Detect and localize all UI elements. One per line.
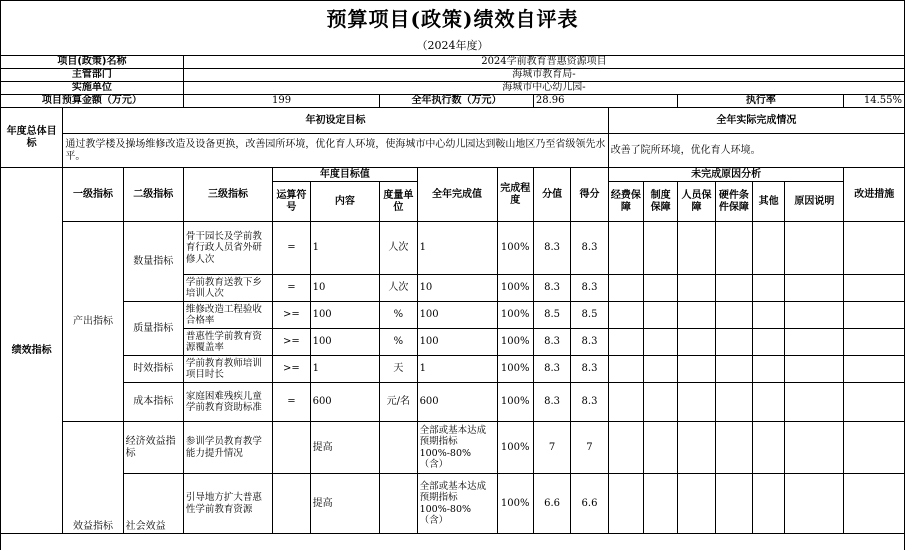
content-cell: 100 [310, 302, 380, 329]
got-cell: 8.3 [571, 222, 608, 275]
operator-cell: >= [273, 329, 310, 356]
content-cell: 1 [310, 222, 380, 275]
table-row [1, 422, 905, 474]
degree-cell: 100% [497, 383, 533, 422]
header-level1: 一级指标 [63, 168, 123, 222]
header-level2: 二级指标 [123, 168, 183, 222]
budget-label: 项目预算金额（万元） [1, 95, 184, 108]
actual-cell: 100 [417, 329, 497, 356]
header-unit: 度量单位 [380, 182, 417, 222]
table-row [1, 474, 905, 534]
header-degree: 完成程度 [497, 168, 533, 222]
score-cell: 8.3 [533, 383, 570, 422]
level3-cell: 骨干园长及学前教育行政人员省外研修人次 [183, 222, 272, 275]
degree-cell: 100% [497, 356, 533, 383]
project-name-label: 项目(政策)名称 [1, 56, 184, 69]
header-analysis-group: 未完成原因分析 [608, 168, 844, 182]
actual-cell: 全部或基本达成预期指标100%-80%（含） [417, 422, 497, 474]
score-cell: 8.3 [533, 275, 570, 302]
degree-cell: 100% [497, 222, 533, 275]
level2-cell: 经济效益指标 [123, 422, 183, 474]
level3-cell: 参训学员教育教学能力提升情况 [183, 422, 272, 474]
operator-cell [273, 422, 310, 474]
initial-goal-label: 年初设定目标 [63, 108, 608, 134]
level2-cell: 成本指标 [123, 383, 183, 422]
score-cell: 7 [533, 422, 570, 474]
level3-cell: 维修改造工程验收合格率 [183, 302, 272, 329]
degree-cell: 100% [497, 422, 533, 474]
level3-cell: 学前教育教师培训项目时长 [183, 356, 272, 383]
got-cell: 6.6 [571, 474, 608, 534]
rate-value: 14.55% [844, 95, 905, 108]
actual-cell: 1 [417, 222, 497, 275]
degree-cell: 100% [497, 474, 533, 534]
level2-cell: 数量指标 [123, 222, 183, 302]
degree-cell: 100% [497, 329, 533, 356]
header-improve: 改进措施 [844, 168, 905, 222]
got-cell: 7 [571, 422, 608, 474]
got-cell: 8.5 [571, 302, 608, 329]
rate-label: 执行率 [678, 95, 844, 108]
degree-cell: 100% [497, 275, 533, 302]
level2-cell: 时效指标 [123, 356, 183, 383]
header-hardware: 硬件条件保障 [715, 182, 752, 222]
header-got: 得分 [571, 168, 608, 222]
executed-label: 全年执行数（万元） [380, 95, 534, 108]
score-cell: 8.5 [533, 302, 570, 329]
actual-cell: 全部或基本达成预期指标100%-80%（含） [417, 474, 497, 534]
level3-cell: 家庭困难残疾儿童学前教育资助标准 [183, 383, 272, 422]
degree-cell: 100% [497, 302, 533, 329]
score-cell: 8.3 [533, 356, 570, 383]
unit-cell: 元/名 [380, 383, 417, 422]
got-cell: 8.3 [571, 383, 608, 422]
content-cell: 600 [310, 383, 380, 422]
operator-cell: = [273, 275, 310, 302]
level3-cell: 引导地方扩大普惠性学前教育资源 [183, 474, 272, 534]
content-cell: 10 [310, 275, 380, 302]
executed-value: 28.96 [533, 95, 677, 108]
unit-cell [380, 474, 417, 534]
content-cell: 1 [310, 356, 380, 383]
table-row [1, 302, 905, 329]
operator-cell [273, 474, 310, 534]
header-reason: 原因说明 [785, 182, 844, 222]
header-score: 分值 [533, 168, 570, 222]
initial-goal-text: 通过教学楼及操场维修改造及设备更换，改善园所环境，优化育人环境，使海城市中心幼儿园达到鞍山地区乃至省级领先水平。 [63, 134, 608, 168]
dept-value: 海城市教育局- [183, 69, 904, 82]
content-cell: 提高 [310, 422, 380, 474]
header-funds: 经费保障 [608, 182, 643, 222]
budget-value: 199 [183, 95, 379, 108]
header-staff: 人员保障 [678, 182, 715, 222]
unit-cell: 天 [380, 356, 417, 383]
report-year: （2024年度） [416, 39, 489, 52]
unit-cell: 人次 [380, 222, 417, 275]
table-row [1, 383, 905, 422]
output-label: 产出指标 [63, 222, 123, 422]
actual-cell: 100 [417, 302, 497, 329]
got-cell: 8.3 [571, 275, 608, 302]
header-target-group: 年度目标值 [273, 168, 417, 182]
evaluation-table [0, 55, 905, 534]
dept-label: 主管部门 [1, 69, 184, 82]
score-cell: 8.3 [533, 329, 570, 356]
page-title: 预算项目(政策)绩效自评表 [326, 7, 579, 31]
indicators-label: 绩效指标 [1, 168, 63, 534]
content-cell: 提高 [310, 474, 380, 534]
level3-cell: 学前教育送教下乡培训人次 [183, 275, 272, 302]
benefit-label: 效益指标 [63, 422, 123, 534]
unit-label: 实施单位 [1, 82, 184, 95]
header-content: 内容 [310, 182, 380, 222]
content-cell: 100 [310, 329, 380, 356]
header-actual: 全年完成值 [417, 168, 497, 222]
actual-cell: 10 [417, 275, 497, 302]
header-other: 其他 [753, 182, 785, 222]
actual-goal-label: 全年实际完成情况 [608, 108, 904, 134]
project-name-value: 2024学前教育普惠资源项目 [183, 56, 904, 69]
unit-value: 海城市中心幼儿园- [183, 82, 904, 95]
actual-goal-text: 改善了院所环境，优化育人环境。 [608, 134, 904, 168]
score-cell: 8.3 [533, 222, 570, 275]
table-row [1, 222, 905, 275]
header-system: 制度保障 [644, 182, 678, 222]
unit-cell: % [380, 302, 417, 329]
level2-cell: 质量指标 [123, 302, 183, 356]
annual-goal-label: 年度总体目标 [1, 108, 63, 168]
actual-cell: 600 [417, 383, 497, 422]
operator-cell: >= [273, 302, 310, 329]
table-row [1, 356, 905, 383]
unit-cell: % [380, 329, 417, 356]
operator-cell: = [273, 222, 310, 275]
actual-cell: 1 [417, 356, 497, 383]
operator-cell: >= [273, 356, 310, 383]
got-cell: 8.3 [571, 329, 608, 356]
got-cell: 8.3 [571, 356, 608, 383]
level3-cell: 普惠性学前教育资源覆盖率 [183, 329, 272, 356]
header-operator: 运算符号 [273, 182, 310, 222]
operator-cell: = [273, 383, 310, 422]
unit-cell: 人次 [380, 275, 417, 302]
score-cell: 6.6 [533, 474, 570, 534]
header-level3: 三级指标 [183, 168, 272, 222]
level2-cell: 社会效益 [123, 474, 183, 534]
unit-cell [380, 422, 417, 474]
